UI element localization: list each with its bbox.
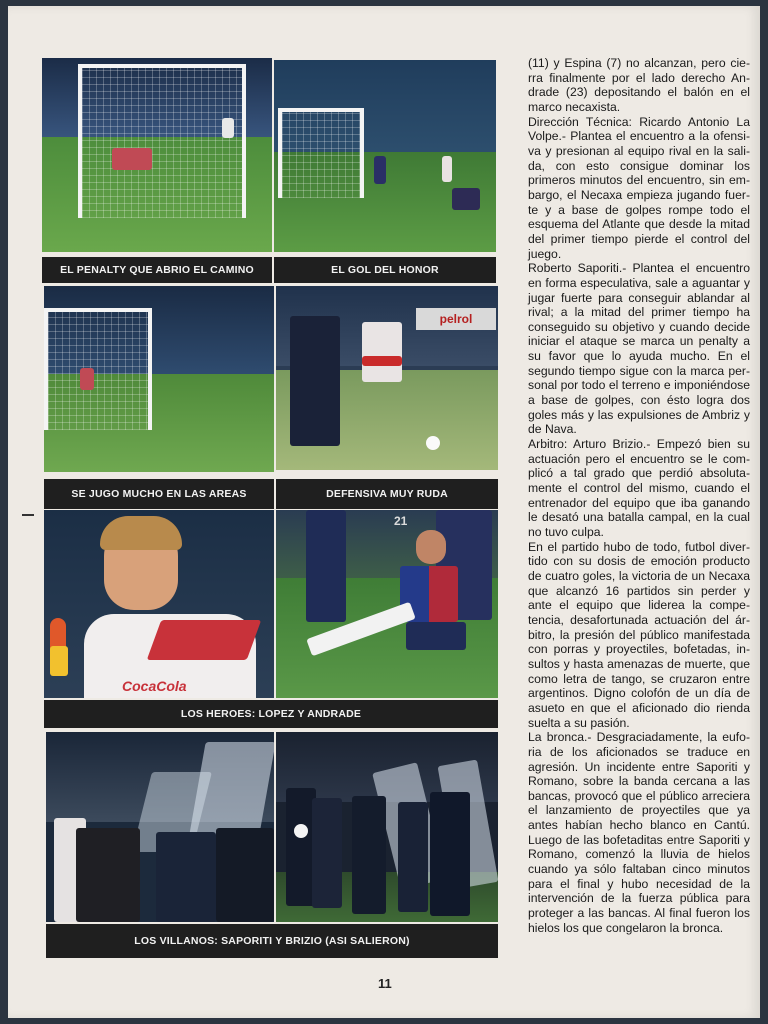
caption-areas: SE JUGO MUCHO EN LAS AREAS	[44, 479, 274, 509]
article-paragraph: La bronca.- Desgraciadamente, la euforia de los aficionados se traduce en agresión. Un incidente entre Saporiti y Romano, sobre la banda cercana a las bancas, provocó que el público arreciera el lanzamiento de proyectiles que ya antes habían hecho blanco en Cantú. Luego de las bofetaditas entre Saporiti y Romano, comenzó la lluvia de hielos cuando ya sólo faltaban cinco minutos para el final y hubo necesidad de la intervención de la fuerza pública para proteger a las bancas. Al final fueron los hielos los que congelaron la bronca.	[528, 730, 750, 935]
photo-lopez	[44, 510, 274, 698]
shirt-sponsor: CocaCola	[122, 678, 187, 694]
caption-villanos: LOS VILLANOS: SAPORITI Y BRIZIO (ASI SALIERON)	[46, 924, 498, 958]
article-paragraph: (11) y Espina (7) no alcanzan, pero cierra finalmente por el lado derecho Andrade (23) depositando el balón en el marco necaxista.	[528, 56, 750, 114]
article-paragraph: En el partido hubo de todo, futbol divertido con su dosis de emoción producto de cuatro goles, la victoria de un Necaxa que alcanzó 16 partidos sin perder y ante el equipo que liderea la competencia, desafortunada actuación del árbitro, la presión del público manifestada con porras y proyectiles, bofetadas, insultos y hasta amenazas de muerte, que como letra de tango, se cruzaron entre argentinos. Digno colofón de un día de asueto en que el aficionado dio rienda suelta a su pasión.	[528, 539, 750, 730]
caption-heroes: LOS HEROES: LOPEZ Y ANDRADE	[44, 700, 498, 728]
photo-honor-goal	[274, 60, 496, 252]
photo-saporiti	[46, 732, 274, 922]
photo-areas	[44, 286, 274, 472]
article-paragraph: Roberto Saporiti.- Plantea el encuentro en forma especulativa, sale a aguantar y jugar fuerte para conseguir ablandar al rival; a la mitad del primer tiempo ha conseguido su objetivo y cuando decide iniciar el ataque se marca un penalty a su favor que lo ayuda mucho. En el segundo tiempo sigue con la marca personal por todo el terreno e imponiéndose a base de golpes, con ésto logra dos goles más y las expulsiones de Ambriz y de Nava.	[528, 261, 750, 437]
caption-penalty: EL PENALTY QUE ABRIO EL CAMINO	[42, 257, 272, 283]
photo-brizio	[276, 732, 498, 922]
photo-defensiva	[276, 286, 498, 470]
photo-penalty	[42, 58, 272, 252]
stadium-board: pelrol	[416, 308, 496, 330]
article-paragraph: Dirección Técnica: Ricardo Antonio La Volpe.- Plantea el encuentro a la ofensiva y presionan al equipo rival en la salida, con esto consigue dominar los primeros minutos del encuentro, sin embargo, el Necaxa empieza jugando fuerte y a base de golpes rompe todo el esquema del Atlante que desde la mitad del primer tiempo pierde el control del juego.	[528, 114, 750, 261]
margin-mark	[22, 514, 34, 516]
photo-andrade	[276, 510, 498, 698]
page-number: 11	[378, 976, 392, 991]
caption-gol-honor: EL GOL DEL HONOR	[274, 257, 496, 283]
caption-defensiva: DEFENSIVA MUY RUDA	[276, 479, 498, 509]
article-paragraph: Arbitro: Arturo Brizio.- Empezó bien su actuación pero el encuentro se le complicó a tal grado que perdió absolutamente el control del mismo, cuando el entrenador del equipo que iba ganando le desató una batalla campal, en la cual no tuvo culpa.	[528, 437, 750, 539]
player-number: 21	[394, 514, 408, 528]
article-column	[528, 56, 750, 935]
magazine-page	[8, 6, 760, 1018]
